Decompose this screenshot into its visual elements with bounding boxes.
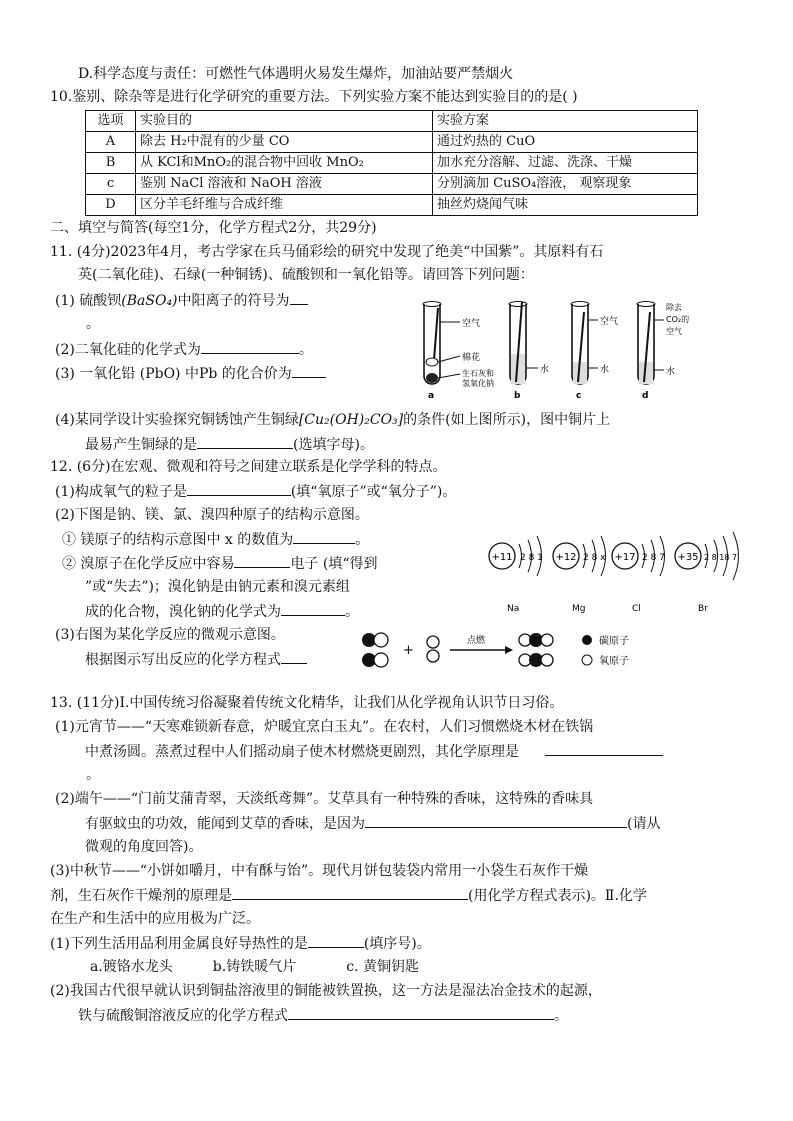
q13-ii-part1 [50, 933, 431, 954]
answer-blank[interactable] [281, 649, 307, 664]
text: (1)构成氧气的粒子是 [55, 484, 187, 500]
product-co2 [519, 633, 553, 667]
q12-part2-ii-b: ”或“失去”)；溴化钠是由钠元素和溴元素组 [85, 579, 350, 595]
q12-part2-ii [62, 553, 378, 574]
text: 根据图示写出反应的化学方程式 [85, 652, 281, 668]
shell-label: 2 8 18 7 [704, 553, 738, 562]
q10-stem: 10.鉴别、除杂等是进行化学研究的重要方法。下列实验方案不能达到实验目的的是( ) [50, 89, 578, 105]
label-removed2: CO₂的 [666, 315, 690, 324]
reactant-o2 [427, 636, 439, 662]
text: (请从 [627, 816, 661, 832]
atom-cl [612, 536, 665, 613]
formula: (BaSO₄) [121, 293, 178, 309]
legend-oxygen-icon [582, 655, 592, 665]
text: (4)某同学设计实验探究铜锈蚀产生铜绿 [55, 412, 299, 428]
q11-line1: 11. (4分)2023年4月，考古学家在兵马俑彩绘的研究中发现了绝美“中国紫”。其原料有石 [50, 244, 604, 260]
text: 中煮汤圆。蒸煮过程中人们摇动扇子使木材燃烧更剧烈，其化学原理是 [85, 744, 519, 760]
label-air: 空气 [600, 317, 619, 327]
text: 铁与硫酸铜溶液反应的化学方程式 [78, 1008, 288, 1024]
option-b: b.铸铁暖气片 [212, 959, 297, 975]
text: (用化学方程式表示)。Ⅱ.化学 [468, 888, 647, 904]
q13-part2: (2)端午——“门前艾蒲青翠，天淡纸鸢舞”。艾草具有一种特殊的香味，这特殊的香味具 [55, 791, 594, 807]
tube-a [423, 302, 494, 402]
plus-sign: + [403, 643, 414, 658]
label-d: d [642, 391, 649, 401]
q12-part2-ii-c [85, 601, 359, 622]
tube-d [637, 302, 689, 402]
table-cell: 分别滴加 CuSO₄溶液， 观察现象 [433, 174, 698, 195]
q11-line2: 英(二氧化硅)、石绿(一种铜锈)、硫酸钡和一氧化铅等。请回答下列问题： [78, 267, 534, 283]
text: 的条件(如上图所示)，图中铜片上 [403, 412, 611, 428]
text: 。 [554, 1008, 568, 1024]
q10-table [85, 110, 698, 216]
answer-blank[interactable] [288, 1005, 554, 1020]
q13-part1-end: 。 [86, 767, 100, 783]
atom-na [489, 536, 543, 613]
q11-part4 [55, 410, 610, 430]
answer-blank[interactable] [232, 885, 468, 900]
table-cell: 鉴别 NaCl 溶液和 NaOH 溶液 [136, 174, 433, 195]
q13-part2-c: 微观的角度回答)。 [85, 839, 203, 855]
label-air: 空气 [462, 319, 481, 329]
q13-ii-options [90, 957, 419, 977]
text: 电子 (填“得到 [290, 556, 378, 572]
section-heading: 二、填空与简答(每空1分，化学方程式2分，共29分) [50, 220, 377, 236]
reaction-condition: 点燃 [467, 636, 486, 646]
atom-structure-diagrams [482, 508, 782, 613]
answer-blank[interactable] [290, 290, 308, 305]
label-water: 水 [600, 365, 610, 375]
text: ① 镁原子的结构示意图中 x 的数值为 [62, 532, 294, 548]
nucleus-label: +11 [491, 552, 513, 563]
answer-blank[interactable] [293, 529, 355, 544]
text: (1) 硫酸钡 [55, 293, 122, 309]
label-lime1: 生石灰和 [462, 369, 494, 378]
element-symbol: Cl [632, 604, 641, 613]
nucleus-label: +17 [614, 552, 636, 563]
answer-blank[interactable] [308, 933, 364, 948]
text: ② 溴原子在化学反应中容易 [62, 556, 235, 572]
q12-part2: (2)下图是钠、镁、氯、溴四种原子的结构示意图。 [55, 507, 369, 523]
table-cell: 区分羊毛纤维与合成纤维 [136, 195, 433, 216]
q13-part3-b [50, 885, 647, 906]
legend-oxygen: 氧原子 [599, 656, 629, 667]
tube-c [571, 302, 618, 402]
header-cell: 选项 [86, 111, 136, 132]
text: 中阳离子的符号为 [177, 293, 290, 309]
answer-blank[interactable] [234, 553, 290, 568]
text: 。 [298, 342, 313, 358]
nucleus-label: +35 [677, 552, 699, 563]
answer-blank[interactable] [281, 601, 345, 616]
label-b: b [514, 391, 521, 401]
text: 。 [345, 604, 359, 620]
answer-blank[interactable] [545, 741, 663, 756]
element-symbol: Mg [572, 604, 586, 613]
header-cell: 实验方案 [433, 111, 698, 132]
text: (2)二氧化硅的化学式为 [55, 342, 201, 358]
table-cell: A [86, 132, 136, 153]
table-header-row [86, 111, 698, 132]
q11-test-tubes-figure [412, 298, 702, 402]
nucleus-label: +12 [555, 552, 577, 563]
label-removed1: 除去 [666, 303, 682, 312]
header-cell: 实验目的 [136, 111, 433, 132]
text: 剂，生石灰作干燥剂的原理是 [50, 888, 232, 904]
q11-part1 [55, 290, 308, 311]
table-row [86, 153, 698, 174]
text: (填序号)。 [363, 936, 431, 952]
table-cell: 从 KCl和MnO₂的混合物中回收 MnO₂ [136, 153, 433, 174]
shell-label: 2 8 7 [642, 553, 665, 563]
text: 有驱蚊虫的功效，能闻到艾草的香味，是因为 [85, 816, 365, 832]
q9-option-d: D.科学态度与责任：可燃性气体遇明火易发生爆炸，加油站要严禁烟火 [78, 66, 514, 82]
label-a: a [428, 391, 435, 401]
q11-part2 [55, 339, 313, 360]
q11-part1-end: 。 [86, 316, 100, 332]
q13-line1: 13. (11分)Ⅰ.中国传统习俗凝聚着传统文化精华，让我们从化学视角认识节日习俗。 [50, 695, 564, 711]
answer-blank[interactable] [365, 813, 627, 828]
tube-b [509, 302, 549, 402]
q11-part4-cont [85, 434, 374, 455]
legend-carbon: 碳原子 [599, 636, 629, 647]
text: 。 [355, 532, 370, 548]
answer-blank[interactable] [292, 363, 326, 378]
table-cell: 除去 H₂中混有的少量 CO [136, 132, 433, 153]
text: 最易产生铜绿的是 [85, 437, 197, 453]
answer-blank[interactable] [187, 481, 291, 496]
text: (选填字母)。 [293, 437, 374, 453]
q13-ii-part2: (2)我国古代很早就认识到铜盐溶液里的铜能被铁置换，这一方法是湿法冶金技术的起源， [50, 983, 602, 999]
q13-part1-b [85, 741, 663, 762]
table-cell: 通过灼热的 CuO [433, 132, 698, 153]
q13-part3: (3)中秋节——“小饼如嚼月，中有酥与饴”。现代月饼包装袋内常用一小袋生石灰作干燥 [50, 863, 589, 879]
q13-part3-c: 在生产和生活中的应用极为广泛。 [50, 911, 260, 927]
element-symbol: Br [698, 604, 708, 613]
table-cell: c [86, 174, 136, 195]
q13-part1: (1)元宵节——“天寒难锁新春意，炉暖宜烹白玉丸”。在农村，人们习惯燃烧木材在铁锅 [55, 719, 594, 735]
q13-ii-part2-b [78, 1005, 568, 1026]
label-removed3: 空气 [666, 327, 682, 336]
element-symbol: Na [507, 604, 520, 613]
q12-line1: 12. (6分)在宏观、微观和符号之间建立联系是化学学科的特点。 [50, 459, 447, 475]
table-cell: 加水充分溶解、过滤、洗涤、干燥 [433, 153, 698, 174]
answer-blank[interactable] [197, 434, 293, 449]
text: (填“氧原子”或“氧分子”)。 [290, 484, 457, 500]
option-c: c. 黄铜钥匙 [346, 959, 419, 975]
table-row [86, 174, 698, 195]
text: (3) 一氧化铅 (PbO) 中Pb 的化合价为 [55, 366, 292, 382]
table-row [86, 132, 698, 153]
table-cell: D [86, 195, 136, 216]
q13-part2-b [85, 813, 660, 834]
table-row [86, 195, 698, 216]
q12-part1 [55, 481, 456, 502]
q11-part3 [55, 363, 326, 384]
legend-carbon-icon [582, 635, 592, 645]
atom-mg [553, 536, 606, 613]
text: (1)下列生活用品利用金属良好导热性的是 [50, 936, 308, 952]
label-water: 水 [540, 365, 550, 375]
q12-part2-i [62, 529, 369, 550]
label-water: 水 [666, 367, 676, 377]
label-c: c [576, 391, 582, 401]
reaction-micro-diagram [355, 628, 665, 672]
table-cell: B [86, 153, 136, 174]
formula: [Cu₂(OH)₂CO₃] [298, 412, 404, 428]
answer-blank[interactable] [201, 339, 299, 354]
table-cell: 抽丝灼烧闻气味 [433, 195, 698, 216]
shell-label: 2 8 1 [520, 553, 543, 563]
atom-br [675, 532, 739, 613]
label-lime2: 氢氧化钠 [462, 379, 494, 388]
text: 成的化合物，溴化钠的化学式为 [85, 604, 281, 620]
option-a: a.镀铬水龙头 [90, 959, 173, 975]
q12-part3-b [85, 649, 307, 670]
shell-label: 2 8 x [583, 553, 606, 563]
q12-part3: (3)右图为某化学反应的微观示意图。 [55, 627, 285, 643]
reactant-co [362, 633, 388, 667]
label-cotton: 棉花 [462, 353, 481, 363]
